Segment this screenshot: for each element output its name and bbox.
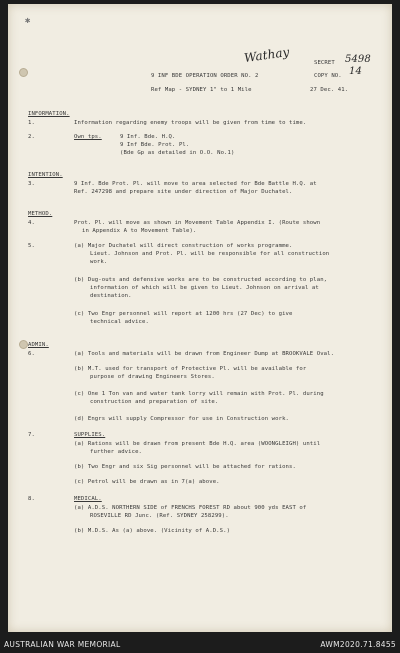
para-line: purpose of drawing Engineers Stores. [90,374,215,380]
para-line: destination. [90,293,132,299]
para-number: 4. [28,220,35,226]
archive-reference: AWM2020.71.8455 [320,640,396,649]
para-number: 3. [28,181,35,187]
para-line: (c) Petrol will be drawn as in 7(a) above. [74,479,220,485]
para-line: (a) A.D.S. NORTHERN SIDE of FRENCHS FOREST RD about 900 yds EAST of [74,505,307,511]
para-line: Ref. 247298 and prepare site under direction of Major Duchatel. [74,189,293,195]
para-line: Prot. Pl. will move as shown in Movement Table Appendix I. (Route shown [74,220,321,226]
information-heading: INFORMATION. [28,111,70,117]
secret-label: SECRET [314,60,335,66]
own-troops-line: 9 Inf Bde. Prot. Pl. [120,142,190,148]
supplies-heading: SUPPLIES. [74,432,106,438]
para-line: (d) Engrs will supply Compressor for use in Construction work. [74,416,289,422]
para-line: (a) Tools and materials will be drawn from Engineer Dump at BROOKVALE Oval. [74,351,335,357]
para-number: 8. [28,496,35,502]
para-number: 5. [28,243,35,249]
handwritten-signature: Wathay [243,44,291,66]
para-line: information of which will be given to Lieut. Johnson on arrival at [90,285,319,291]
copy-no-label: COPY NO. [314,73,342,79]
para-line: (c) One 1 Ton van and water tank lorry will remain with Prot. Pl. during [74,391,324,397]
para-line: Lieut. Johnson and Prot. Pl. will be responsible for all construction [90,251,330,257]
archive-credit: AUSTRALIAN WAR MEMORIAL [4,640,121,649]
para-number: 7. [28,432,35,438]
admin-heading: ADMIN. [28,342,49,348]
order-title: 9 INF BDE OPERATION ORDER NO. 2 [151,73,259,79]
document-page [8,4,392,632]
pin-mark-icon: ✱ [25,16,31,26]
para-line: (b) Two Engr and six Sig personnel will be attached for rations. [74,464,296,470]
para-line: (b) M.T. used for transport of Protective Pl. will be available for [74,366,307,372]
para-line: work. [90,259,108,265]
ref-map: Ref Map - SYDNEY 1" to 1 Mile [151,87,252,93]
para-line: further advice. [90,449,143,455]
punch-hole [19,68,28,77]
para-line: (a) Major Duchatel will direct construction of works programme. [74,243,293,249]
intention-heading: INTENTION. [28,172,63,178]
para-line: (c) Two Engr personnel will report at 1200 hrs (27 Dec) to give [74,311,293,317]
para-line: construction and preparation of site. [90,399,219,405]
own-troops-line: 9 Inf. Bde. H.Q. [120,134,176,140]
para-line: technical advice. [90,319,149,325]
own-troops-line: (Bde Gp as detailed in O.O. No.1) [120,150,235,156]
para-line: (b) M.D.S. As (a) above. (Vicinity of A.D.S.) [74,528,231,534]
handwritten-number: 5498 [345,54,371,65]
para-line: in Appendix A to Movement Table). [82,228,197,234]
para-line: ROSEVILLE RD Junc. (Ref. SYDNEY 258299). [90,513,229,519]
own-troops-label: Own tps. [74,134,102,140]
order-date: 27 Dec. 41. [310,87,349,93]
para-text: Information regarding enemy troops will be given from time to time. [74,120,307,126]
para-line: (b) Dug-outs and defensive works are to be constructed according to plan, [74,277,328,283]
punch-hole [19,340,28,349]
para-number: 1. [28,120,35,126]
medical-heading: MEDICAL. [74,496,102,502]
handwritten-copy-number: 14 [349,66,362,77]
para-line: 9 Inf. Bde Prot. Pl. will move to area selected for Bde Battle H.Q. at [74,181,317,187]
para-line: (a) Rations will be drawn from present Bde H.Q. area (WOONGLEIGH) until [74,441,321,447]
method-heading: METHOD. [28,211,53,217]
para-number: 6. [28,351,35,357]
para-number: 2. [28,134,35,140]
